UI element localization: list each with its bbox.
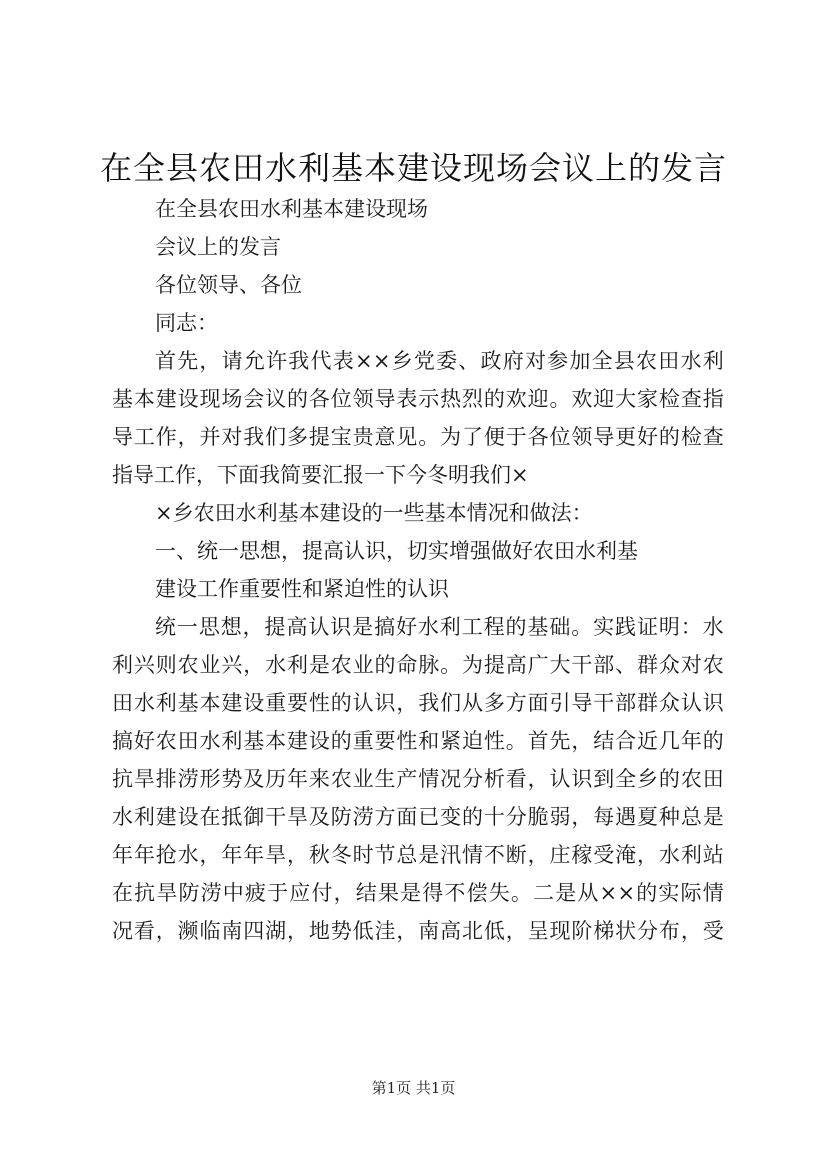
text-line: 会议上的发言 xyxy=(155,235,281,259)
text-line: 水利建设在抵御干旱及防涝方面已变的十分脆弱，每遇夏种总是 xyxy=(112,805,724,829)
text-line: 利兴则农业兴，水利是农业的命脉。为提高广大干部、群众对农 xyxy=(112,653,724,677)
document-title: 在全县农田水利基本建设现场会议上的发言 xyxy=(99,149,727,187)
text-line: 指导工作，下面我简要汇报一下今冬明我们× xyxy=(112,463,529,487)
text-line: 导工作，并对我们多提宝贵意见。为了便于各位领导更好的检查 xyxy=(112,425,724,449)
text-line: 同志： xyxy=(155,311,218,335)
page-footer: 第1页 共1页 xyxy=(371,1079,456,1097)
text-line: 一、统一思想，提高认识，切实增强做好农田水利基 xyxy=(155,539,638,563)
text-line: 搞好农田水利基本建设的重要性和紧迫性。首先，结合近几年的 xyxy=(112,729,724,753)
text-line: 统一思想，提高认识是搞好水利工程的基础。实践证明：水 xyxy=(155,615,724,639)
text-line: 况看，濒临南四湖，地势低洼，南高北低，呈现阶梯状分布，受 xyxy=(112,919,724,943)
text-line: 田水利基本建设重要性的认识，我们从多方面引导干部群众认识 xyxy=(112,691,724,715)
text-line: ×乡农田水利基本建设的一些基本情况和做法： xyxy=(155,501,593,525)
text-line: 各位领导、各位 xyxy=(155,273,302,297)
text-line: 在抗旱防涝中疲于应付，结果是得不偿失。二是从××的实际情 xyxy=(112,881,724,905)
text-line: 年年抢水，年年旱，秋冬时节总是汛情不断，庄稼受淹，水利站 xyxy=(112,843,724,867)
text-line: 首先，请允许我代表××乡党委、政府对参加全县农田水利 xyxy=(155,349,724,373)
text-line: 抗旱排涝形势及历年来农业生产情况分析看，认识到全乡的农田 xyxy=(112,767,724,791)
text-line: 基本建设现场会议的各位领导表示热烈的欢迎。欢迎大家检查指 xyxy=(112,387,724,411)
text-line: 在全县农田水利基本建设现场 xyxy=(155,197,428,221)
document-body xyxy=(112,190,724,950)
text-line: 建设工作重要性和紧迫性的认识 xyxy=(155,577,449,601)
